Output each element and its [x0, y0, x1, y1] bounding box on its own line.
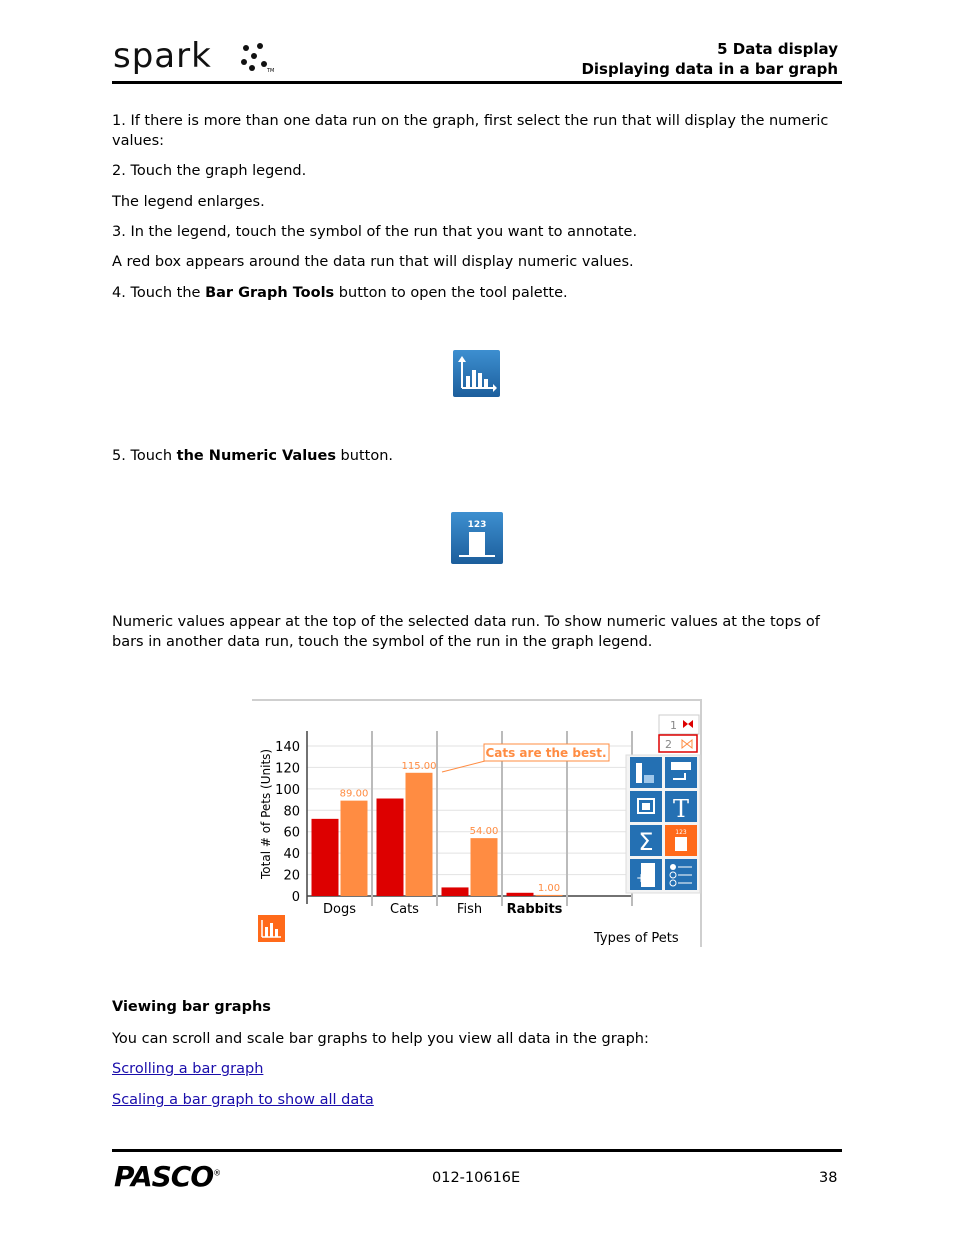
y-tick-label: 80: [283, 804, 300, 820]
spark-dots-icon: [240, 42, 276, 74]
spark-logo: [113, 36, 212, 76]
link-2-line: [112, 1090, 842, 1110]
text-tool-icon: T: [672, 795, 690, 823]
link-1-line: [112, 1059, 842, 1079]
bar-rabbits-run-2[interactable]: [536, 895, 563, 896]
palette-button-keyboard[interactable]: [665, 757, 697, 788]
pasco-logo: PASCO®: [114, 1160, 221, 1193]
svg-text:TM: TM: [267, 68, 275, 74]
numeric-values-icon-label: 123: [467, 520, 487, 530]
step-4: 4. Touch the Bar Graph Tools button to open the tool palette.: [112, 285, 568, 301]
section-heading: Viewing bar graphs: [112, 999, 271, 1015]
y-tick-label: 60: [283, 825, 300, 841]
spark-logo-text: spark: [113, 36, 212, 76]
sigma-icon: Σ: [638, 828, 654, 856]
bar-fish-run-1[interactable]: [442, 887, 469, 896]
scaling-bar-graph-link[interactable]: Scaling a bar graph to show all data: [112, 1092, 374, 1108]
palette-button-statistics[interactable]: [630, 825, 662, 856]
x-tick-label: Cats: [390, 902, 419, 917]
plus-icon: +: [636, 871, 647, 885]
scrolling-bar-graph-link[interactable]: Scrolling a bar graph: [112, 1061, 264, 1077]
x-tick-label: Rabbits: [506, 902, 563, 917]
bar-cats-run-1[interactable]: [377, 799, 404, 897]
y-tick-label: 0: [291, 890, 300, 905]
doc-number: 012-10616E: [432, 1170, 521, 1186]
annotation-text: Cats are the best.: [485, 746, 607, 760]
y-tick-label: 140: [275, 740, 300, 755]
x-axis-label: Types of Pets: [594, 931, 679, 946]
y-tick-label: 20: [283, 868, 300, 884]
bar-fish-run-2[interactable]: [471, 838, 498, 896]
bar-cats-run-2[interactable]: [406, 773, 433, 896]
bar-dogs-run-2[interactable]: [341, 801, 368, 896]
legend-run-2-label: 2: [665, 738, 672, 751]
numeric-values-description: Numeric values appear at the top of the selected data run. To show numeric values at the tops of bars in another data run, touch the symbol of the run in the graph legend.: [112, 614, 820, 650]
page-number: 38: [819, 1170, 838, 1186]
y-tick-label: 120: [275, 761, 300, 777]
bar-graph-screenshot: [252, 699, 704, 949]
palette-button-scale[interactable]: [630, 791, 662, 822]
bar-graph-tools-icon[interactable]: [453, 350, 500, 397]
note-legend-enlarges: The legend enlarges.: [112, 194, 265, 210]
header-chapter: 5 Data display: [717, 40, 838, 58]
numeric-value-label: 89.00: [339, 788, 369, 800]
note-red-box: A red box appears around the data run that will display numeric values.: [112, 254, 634, 270]
bar-dogs-run-1[interactable]: [312, 819, 339, 896]
footer-rule: [112, 1149, 842, 1152]
bar-graph-tools-button-small[interactable]: [258, 915, 285, 942]
numeric-value-label: 54.00: [469, 826, 499, 838]
legend-run-1-label: 1: [670, 719, 677, 732]
palette-button-add-data[interactable]: [630, 859, 662, 890]
viewing-intro: You can scroll and scale bar graphs to help you view all data in the graph:: [112, 1031, 649, 1047]
bar-rabbits-run-1[interactable]: [507, 893, 534, 896]
palette-button-bar-chart[interactable]: [630, 757, 662, 788]
header-section: Displaying data in a bar graph: [581, 60, 838, 78]
x-tick-label: Dogs: [323, 902, 356, 917]
step-1: 1. If there is more than one data run on the graph, first select the run that will display the numeric values:: [112, 113, 829, 149]
x-tick-label: Fish: [456, 902, 483, 917]
y-axis-label: Total # of Pets (Units): [259, 748, 273, 879]
numeric-value-label: 115.00: [401, 760, 437, 772]
step-2: 2. Touch the graph legend.: [112, 163, 307, 179]
numeric-values-icon[interactable]: [451, 512, 503, 564]
y-tick-label: 100: [275, 782, 300, 798]
step-5: 5. Touch the Numeric Values button.: [112, 448, 393, 464]
numeric-value-label: 1.00: [537, 882, 561, 894]
palette-button-numeric-values[interactable]: [665, 825, 697, 856]
palette-button-list[interactable]: [665, 859, 697, 890]
header-rule: [112, 81, 842, 84]
y-tick-label: 40: [283, 847, 300, 863]
palette-button-text[interactable]: [665, 791, 697, 823]
step-3: 3. In the legend, touch the symbol of the run that you want to annotate.: [112, 224, 638, 240]
palette-numeric-label: 123: [675, 829, 687, 836]
